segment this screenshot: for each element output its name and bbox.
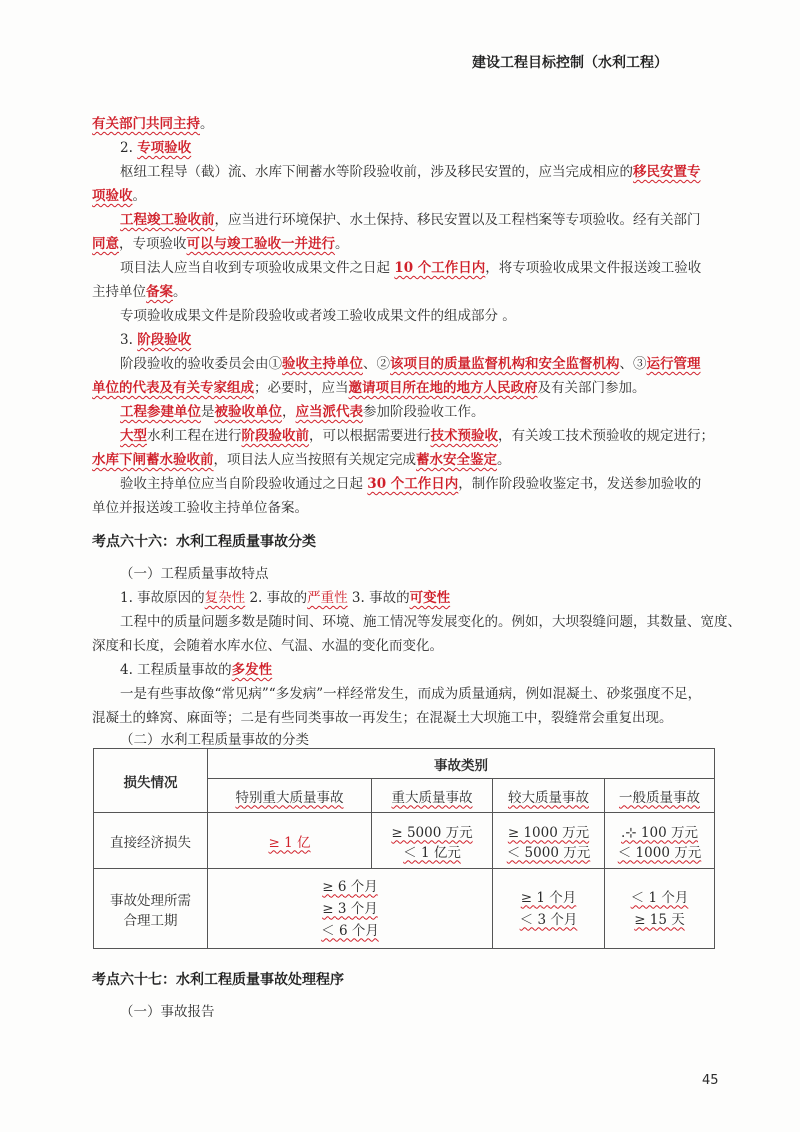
subsection-heading: （一）工程质量事故特点 (120, 566, 269, 582)
table-cell: ＜ 1 个月 ≥ 15 天 (605, 869, 715, 949)
paragraph: 单位并报送竣工验收主持单位备案。 (92, 500, 308, 516)
table-col-extra-major: 特别重大质量事故 (208, 779, 372, 813)
section-heading-stage-acceptance: 3. 阶段验收 (120, 332, 192, 348)
paragraph: 水库下闸蓄水验收前，项目法人应当按照有关规定完成蓄水安全鉴定。 (92, 452, 511, 468)
table-cell: .⊹ 100 万元 ＜ 1000 万元 (605, 813, 715, 869)
paragraph: 工程竣工验收前，应当进行环境保护、水土保持、移民安置以及工程档案等专项验收。经有关部门 (120, 212, 701, 228)
page-number: 45 (702, 1073, 719, 1088)
paragraph: 一是有些事故像“常见病”“多发病”一样经常发生，而成为质量通病，例如混凝土、砂浆强度不足， (120, 686, 702, 702)
paragraph: 深度和长度，会随着水库水位、气温、水温的变化而变化。 (92, 638, 443, 654)
table-cell: ≥ 5000 万元 ＜ 1 亿元 (372, 813, 493, 869)
table-col-general: 一般质量事故 (605, 779, 715, 813)
paragraph: 枢纽工程导（截）流、水库下闸蓄水等阶段验收前，涉及移民安置的，应当完成相应的移民安置专 (120, 164, 701, 180)
paragraph: 同意，专项验收可以与竣工验收一并进行。 (92, 236, 349, 252)
table-row-label-economic-loss: 直接经济损失 (94, 813, 208, 869)
table-header-category: 事故类别 (208, 749, 715, 779)
table-header-loss: 损失情况 (94, 749, 208, 813)
paragraph: 项目法人应当自收到专项验收成果文件之日起 10 个工作日内，将专项验收成果文件报送竣工验收 (120, 260, 702, 276)
table-cell: ≥ 1 个月 ＜ 3 个月 (493, 869, 605, 949)
table-col-larger: 较大质量事故 (493, 779, 605, 813)
running-header: 建设工程目标控制（水利工程） (472, 55, 668, 71)
table-row-label-repair-period: 事故处理所需 合理工期 (94, 869, 208, 949)
subsection-heading: （二）水利工程质量事故的分类 (120, 732, 309, 748)
section-heading-special-acceptance: 2. 专项验收 (120, 140, 192, 156)
paragraph: 主持单位备案。 (92, 284, 187, 300)
accident-classification-table (93, 748, 715, 949)
paragraph: 项验收。 (92, 188, 146, 204)
paragraph: 单位的代表及有关专家组成；必要时，应当邀请项目所在地的地方人民政府及有关部门参加。 (92, 380, 646, 396)
paragraph: 验收主持单位应当自阶段验收通过之日起 30 个工作日内，制作阶段验收鉴定书，发送参加验收的 (120, 476, 702, 492)
subsection-heading: （一）事故报告 (120, 1004, 215, 1020)
table-cell: ≥ 6 个月 ≥ 3 个月 ＜ 6 个月 (208, 869, 493, 949)
paragraph: 专项验收成果文件是阶段验收或者竣工验收成果文件的组成部分 。 (120, 308, 516, 324)
section-title-67: 考点六十七：水利工程质量事故处理程序 (92, 972, 344, 988)
paragraph: 工程参建单位是被验收单位，应当派代表参加阶段验收工作。 (120, 404, 485, 420)
paragraph: 4. 工程质量事故的多发性 (120, 662, 273, 678)
paragraph: 有关部门共同主持。 (92, 116, 214, 132)
paragraph: 混凝土的蜂窝、麻面等；二是有些同类事故一再发生；在混凝土大坝施工中，裂缝常会重复出现。 (92, 710, 673, 726)
paragraph: 工程中的质量问题多数是随时间、环境、施工情况等发展变化的。例如，大坝裂缝问题，其数量、宽度、 (120, 614, 741, 630)
table-col-major: 重大质量事故 (372, 779, 493, 813)
section-title-66: 考点六十六：水利工程质量事故分类 (92, 534, 316, 550)
paragraph: 1. 事故原因的复杂性 2. 事故的严重性 3. 事故的可变性 (120, 590, 451, 606)
table-cell: ≥ 1000 万元 ＜ 5000 万元 (493, 813, 605, 869)
paragraph: 大型水利工程在进行阶段验收前，可以根据需要进行技术预验收，有关竣工技术预验收的规定进行； (120, 428, 714, 444)
table-cell: ≥ 1 亿 (208, 813, 372, 869)
paragraph: 阶段验收的验收委员会由①验收主持单位、②该项目的质量监督机构和安全监督机构、③运行管理 (120, 356, 701, 372)
